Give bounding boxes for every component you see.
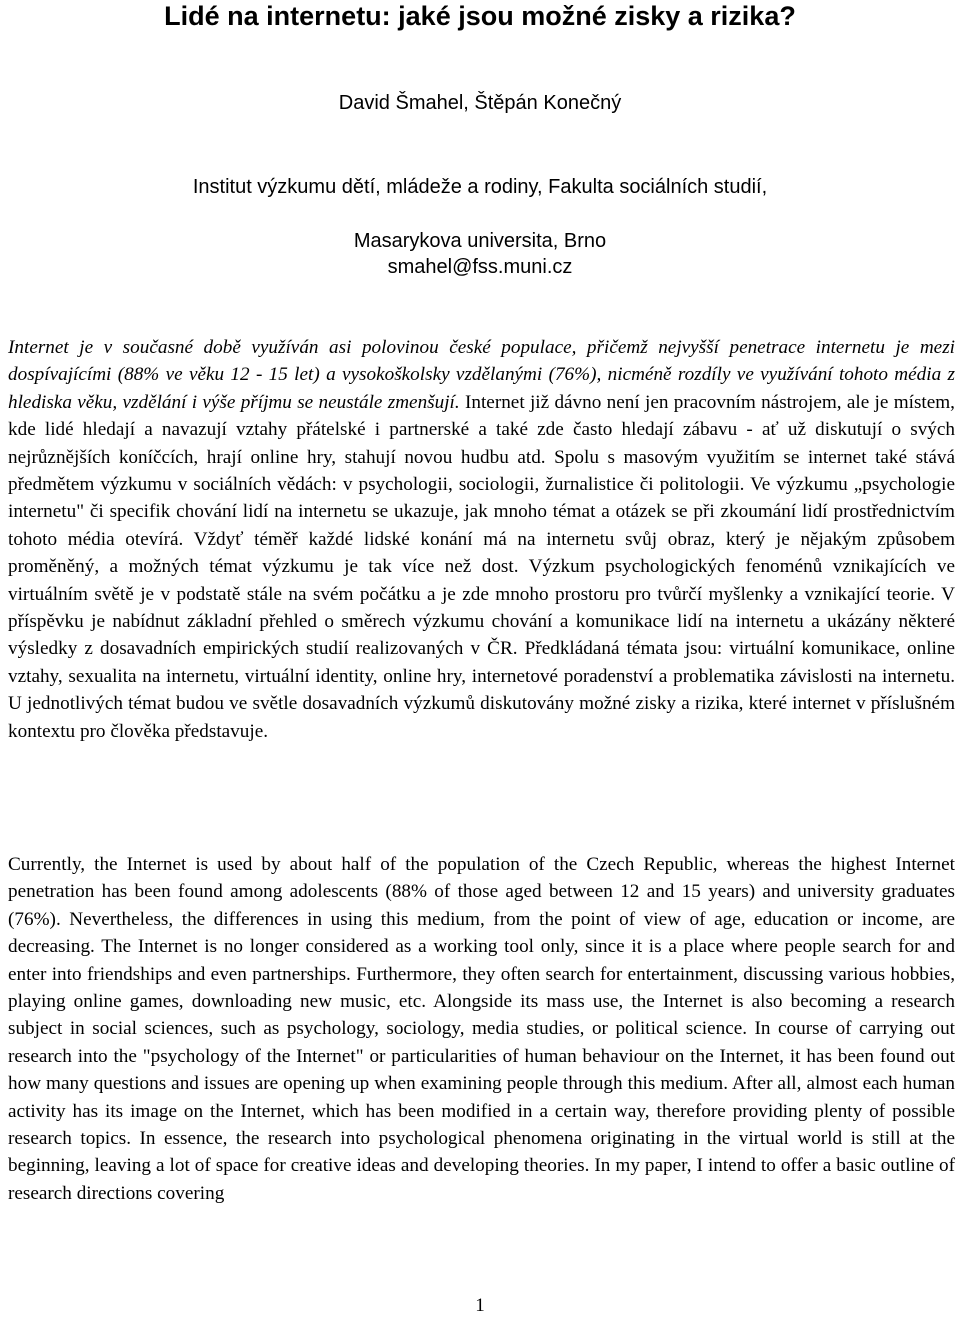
institute-line: Institut výzkumu dětí, mládeže a rodiny, Fakulta sociálních studií, — [192, 176, 768, 198]
abstract-czech — [8, 334, 955, 745]
university-line: Masarykova universita, Brno — [353, 230, 607, 252]
email-line: smahel@fss.muni.cz — [387, 256, 573, 278]
abstract-czech-normal-part: Internet již dávno není jen pracovním nástrojem, ale je místem, kde lidé hledají a navazují vztahy přátelské i partnerské a také zde často hledají zábavu - ať už diskutují o svých nejrůznějších koníčcích, hrají online hry, stahují novou hudbu atd. Spolu s masovým využitím se internet také stává předmětem výzkumu v sociálních vědách: v psychologii, sociologii, žurnalistice či politologii. Ve výzkumu „psychologie internetu" či specifik chování lidí na internetu se ukazuje, jak mnoho témat a otázek se při zkoumání lidí prostřednictvím tohoto média otevírá. Vždyť téměř každé lidské konání má na internetu svůj obraz, který je nějakým způsobem proměněný, a možných témat výzkumu je tak více než dost. Výzkum psychologických fenoménů vznikajících ve virtuálním světě je v podstatě stále na svém počátku a je zde mnoho prostoru pro tvůrčí myšlenky a vznikající teorie. V příspěvku je nabídnut základní přehled o směrech výzkumu chování a komunikace lidí na internetu a ukázány některé výsledky z dosavadních empirických studií realizovaných v ČR. Předkládaná témata jsou: virtuální komunikace, online vztahy, sexualita na internetu, virtuální identity, online hry, internetové poradenství a problematika závislosti na internetu. U jednotlivých témat budou ve světle dosavadních výzkumů diskutovány možné zisky a rizika, které internet v příslušném kontextu pro člověka představuje. — [8, 391, 955, 742]
abstract-czech-italic-part: Internet je v současné době využíván asi polovinou české populace, přičemž nejvyšší penetrace internetu je mezi dospívajícími (88% ve věku 12 - 15 let) a vysokoškolsky vzdělanými (76%), nicméně rozdíly ve využívání tohoto média z hlediska věku, vzdělání i výše příjmu se neustále zmenšují. — [8, 337, 955, 413]
document-title: Lidé na internetu: jaké jsou možné zisky a rizika? — [164, 1, 796, 31]
abstract-english: Currently, the Internet is used by about half of the population of the Czech Republic, whereas the highest Internet penetration has been found among adolescents (88% of those aged between 12 and 15 years) and university graduates (76%). Nevertheless, the differences in using this medium, from the point of view of age, education or income, are decreasing. The Internet is no longer considered as a working tool only, since it is a place where people search for and enter into friendships and even partnerships. Furthermore, they often search for entertainment, discussing various hobbies, playing online games, downloading new music, etc. Alongside its mass use, the Internet is also becoming a research subject in social sciences, such as psychology, sociology, media studies, or political science. In course of carrying out research into the "psychology of the Internet" or particularities of human behaviour on the Internet, it has been found out how many questions and issues are opening up when examining people through this medium. After all, almost each human activity has its image on the Internet, which has been modified in a certain way, therefore providing plenty of possible research topics. In essence, the research into psychological phenomena originating in the virtual world is still at the beginning, leaving a lot of space for creative ideas and developing theories. In my paper, I intend to offer a basic outline of research directions covering — [8, 854, 955, 1204]
page-number: 1 — [475, 1295, 485, 1316]
authors-line: David Šmahel, Štěpán Konečný — [338, 92, 622, 114]
